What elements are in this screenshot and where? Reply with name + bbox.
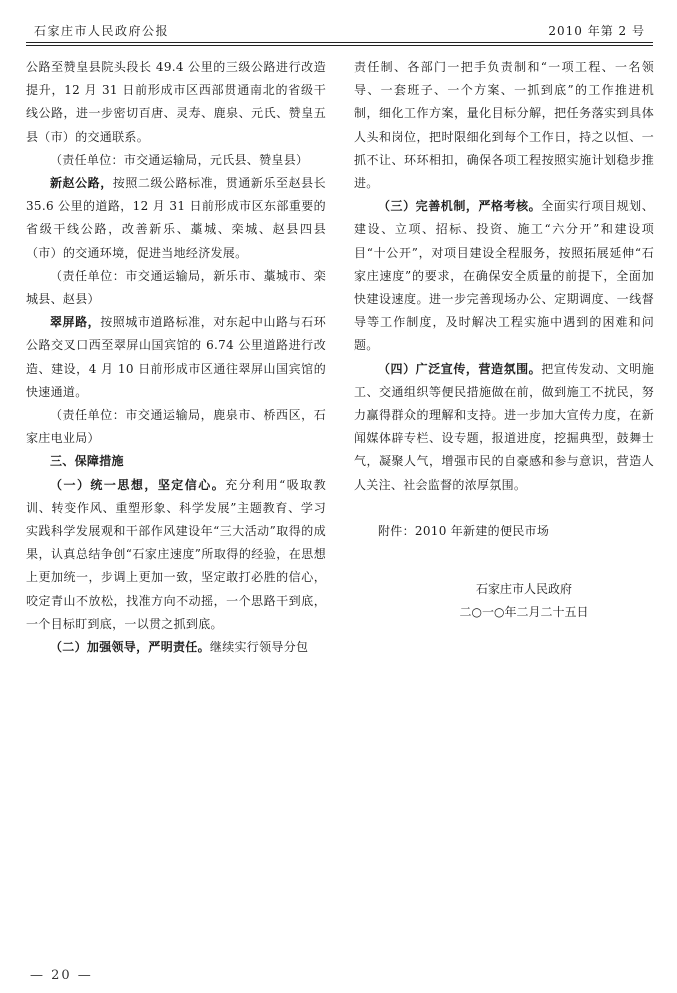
paragraph-body: 全面实行项目规划、建设、立项、招标、投资、施工“六分开”和建设项目“十公开”，对项目建设全程服务，按照拓展延伸“石家庄速度”的要求，在确保安全质量的前提下，全面加快建设速度。进一步完善现场办公、定期调度、一线督导等工作制度，及时解决工程实施中遇到的困难和问题。 — [354, 199, 655, 353]
page-header — [26, 22, 653, 40]
responsibility-note: （责任单位：市交通运输局，元氏县、赞皇县） — [50, 152, 309, 167]
header-rule-top — [26, 42, 653, 43]
lead-phrase: （三）完善机制，严格考核。 — [378, 199, 542, 214]
left-column — [26, 56, 326, 659]
paragraph — [26, 636, 326, 659]
paragraph — [26, 474, 326, 636]
lead-phrase: （二）加强领导，严明责任。 — [50, 640, 210, 655]
lead-phrase: 翠屏路， — [50, 315, 101, 330]
paragraph-body: 充分利用“吸取教训、转变作风、重塑形象、科学发展”主题教育、学习实践科学发展观和干部作风建设年“三大活动”取得的成果，认真总结争创“石家庄速度”所取得的经验，在思想上更加统一，步调上更加一致，坚定敢打必胜的信心，咬定青山不放松，找准方向不动摇，一个思路干到底，一个目标盯到底，一以贯之抓到底。 — [26, 477, 326, 631]
header-rule-bottom — [26, 45, 653, 46]
attachment-note: 附件：2010 年新建的便民市场 — [378, 523, 550, 538]
paragraph-body: 继续实行领导分包 — [209, 640, 309, 655]
signer-name: 石家庄市人民政府 — [475, 582, 572, 597]
paragraph: 责任制、各部门一把手负责制和“一项工程、一名领导、一套班子、一个方案、一抓到底”的工作推进机制，细化工作方案，量化目标分解，把任务落实到具体人头和岗位，把时限细化到每个工作日，持之以恒、一抓不让、环环相扣，确保各项工程按照实施计划稳步推进。 — [354, 60, 654, 191]
paragraph — [354, 195, 654, 357]
responsibility-note: （责任单位：市交通运输局，鹿泉市、桥西区，石家庄电业局） — [26, 408, 326, 446]
right-column — [354, 56, 654, 624]
lead-phrase: 新赵公路， — [50, 176, 113, 191]
paragraph-body: 按照二级公路标准，贯通新乐至赵县长 35.6 公里的道路，12 月 31 日前形成市区东部重要的省级干线公路，改善新乐、藁城、栾城、赵县四县（市）的交通环境，促进当地经济发展。 — [26, 176, 326, 260]
issue-number: 2010 年第 2 号 — [548, 24, 645, 38]
responsibility-note: （责任单位：市交通运输局，新乐市、藁城市、栾城县、赵县） — [26, 268, 326, 307]
section-heading: 三、保障措施 — [50, 454, 124, 469]
paragraph: 公路至赞皇县院头段长 49.4 公里的三级公路进行改造提升，12 月 31 日前形成市区西部贯通南北的省级干线公路，进一步密切百唐、灵寿、鹿泉、元氏、赞皇五县（市）的交通联系。 — [26, 60, 326, 144]
signature-block — [354, 578, 654, 624]
publication-title: 石家庄市人民政府公报 — [34, 24, 170, 38]
paragraph — [26, 311, 326, 404]
lead-phrase: （一）统一思想，坚定信心。 — [50, 477, 226, 492]
lead-phrase: （四）广泛宣传，营造氛围。 — [378, 361, 542, 376]
paragraph — [26, 172, 326, 265]
paragraph-body: 把宣传发动、文明施工、交通组织等便民措施做在前，做到施工不扰民，努力赢得群众的理解和支持。进一步加大宣传力度，在新闻媒体辟专栏、设专题，报道进度，挖掘典型，鼓舞士气，凝聚人气，增强市民的自豪感和参与意识，营造人人关注、社会监督的浓厚氛围。 — [354, 361, 655, 492]
signature-date: 二○一○年二月二十五日 — [459, 605, 589, 620]
paragraph — [354, 358, 654, 497]
paragraph-body: 按照城市道路标准，对东起中山路与石环公路交叉口西至翠屏山国宾馆的 6.74 公里道路进行改造、建设，4 月 10 日前形成市区通往翠屏山国宾馆的快速通道。 — [26, 315, 326, 399]
page-number: — 20 — — [30, 968, 93, 983]
